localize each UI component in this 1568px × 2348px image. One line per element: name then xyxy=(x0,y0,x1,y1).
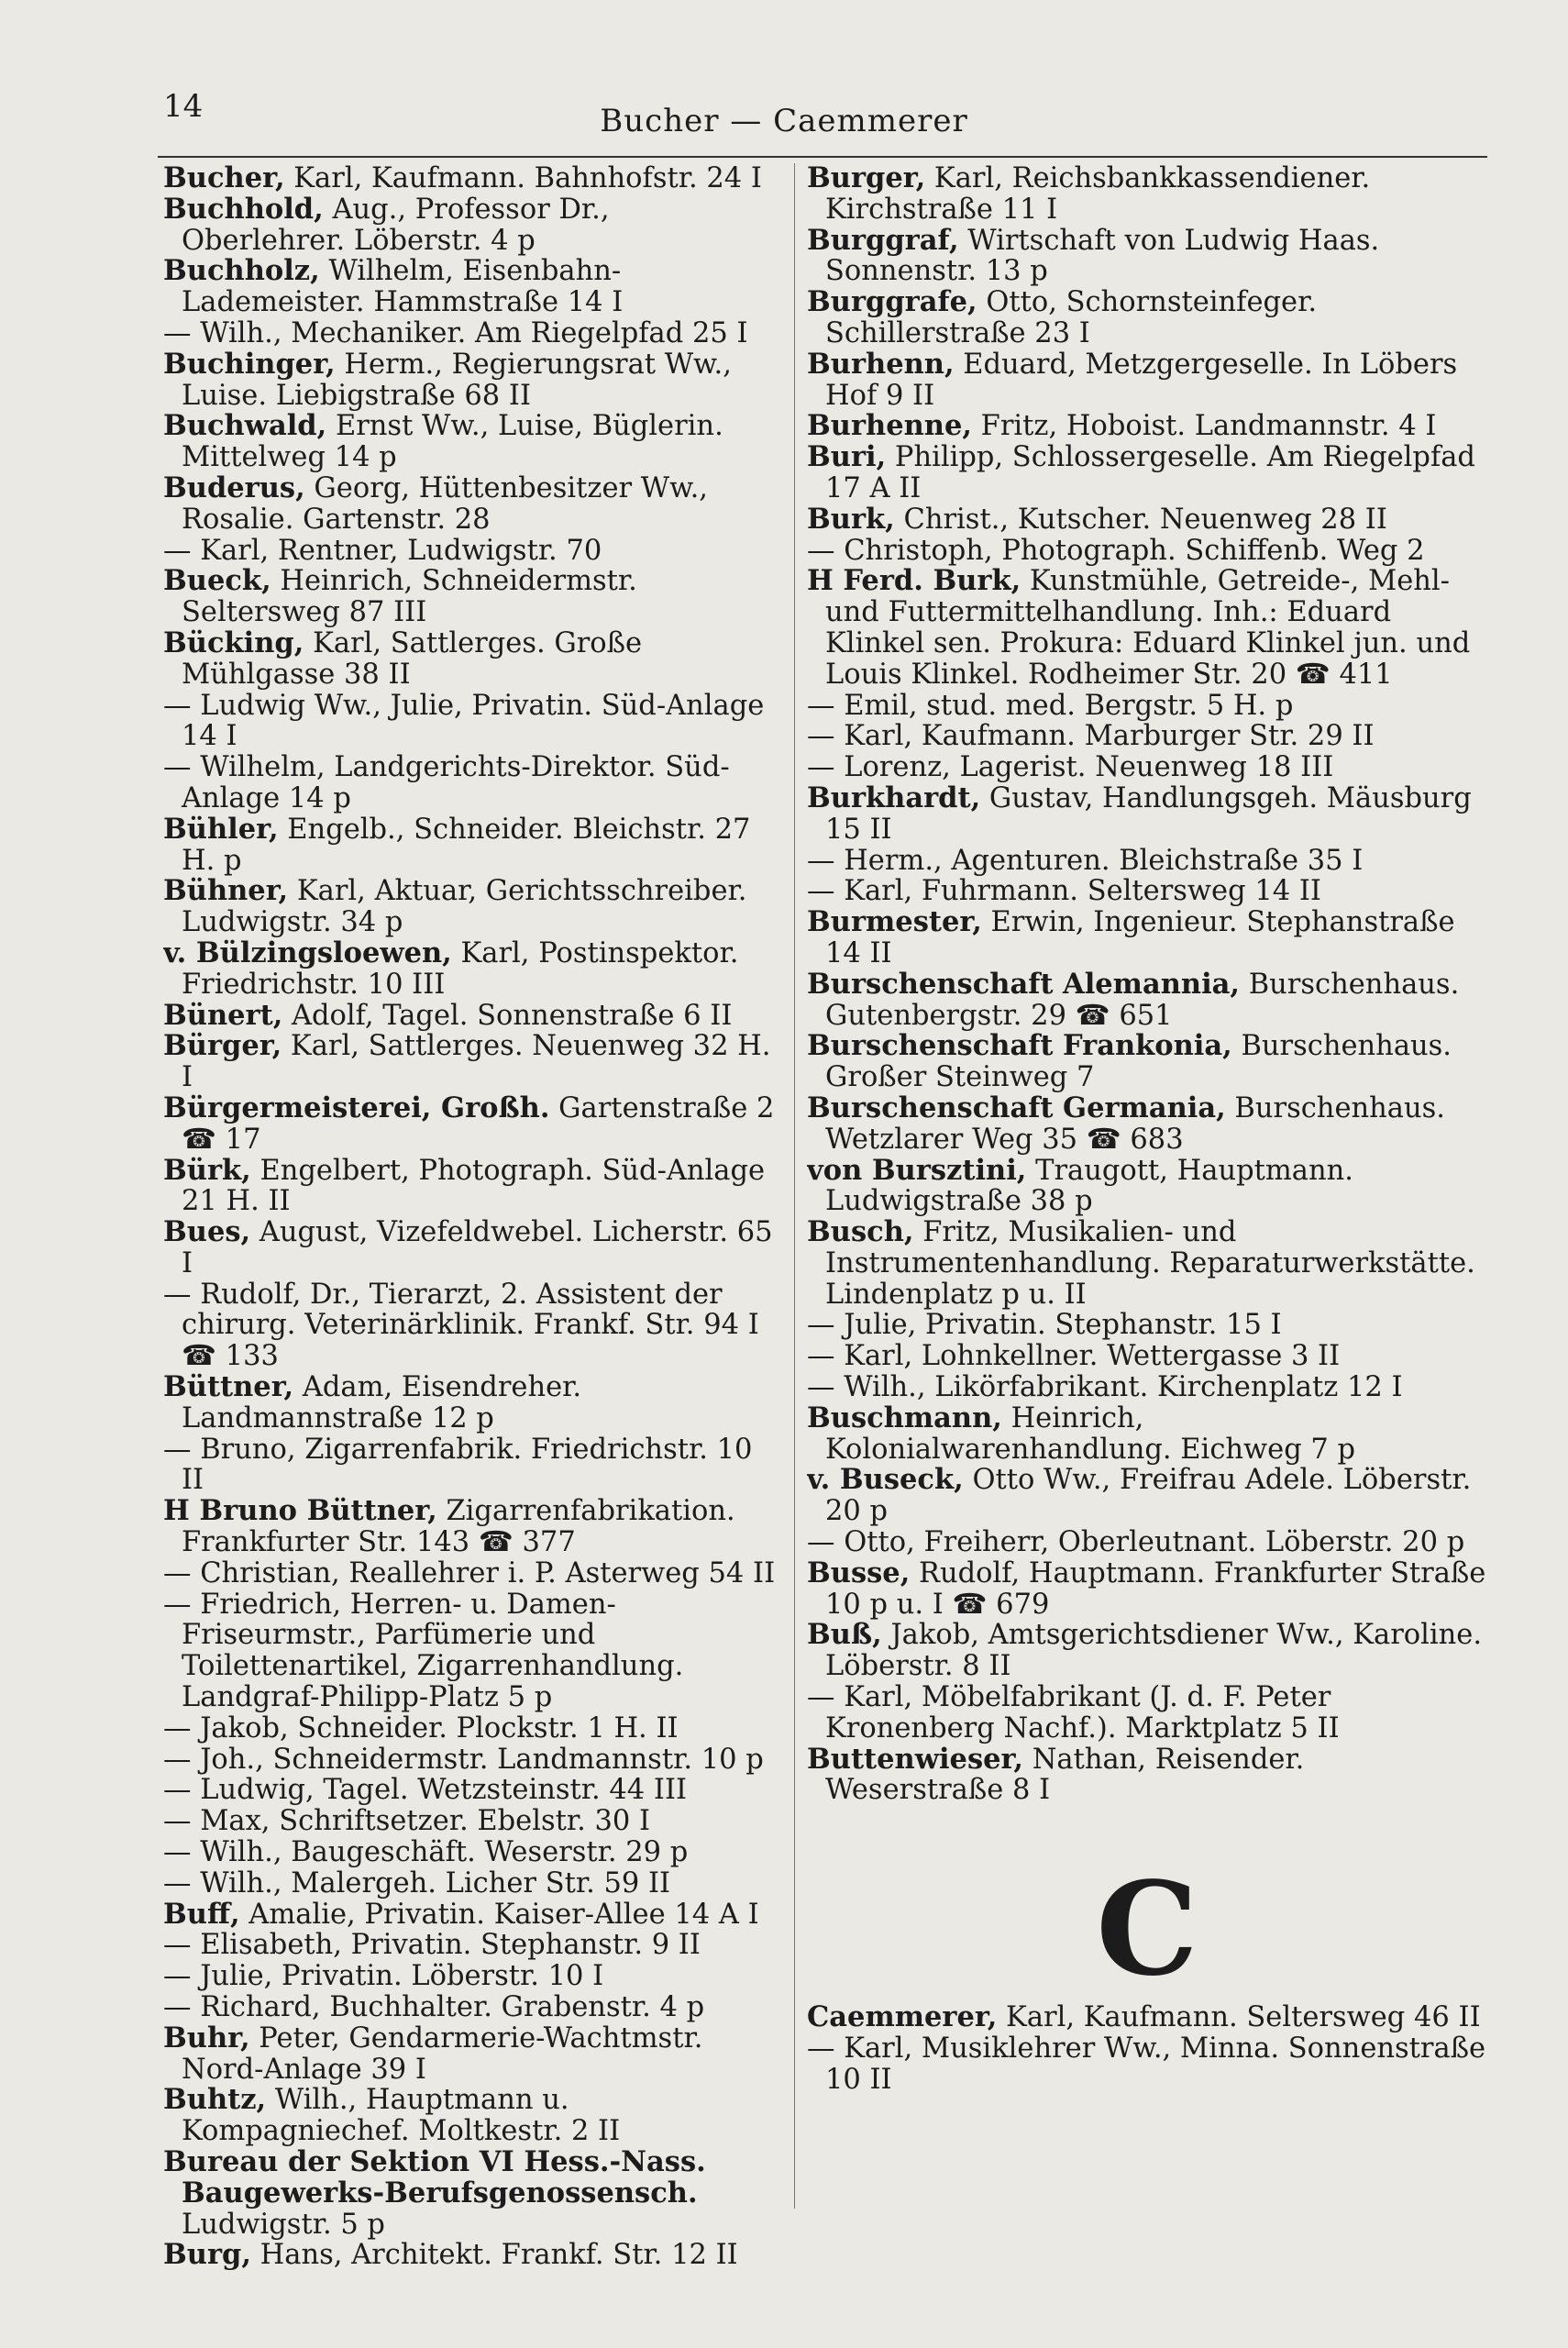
directory-entry xyxy=(163,1031,778,1093)
entry-surname: Bürk, xyxy=(163,1155,251,1187)
entry-details: — Wilh., Likörfabrikant. Kirchenplatz 12 I xyxy=(807,1372,1403,1403)
entry-surname: Busch, xyxy=(807,1217,914,1249)
directory-entry xyxy=(163,1775,778,1806)
entry-details: Herm., Regierungsrat Ww., Luise. Liebigstraße 68 II xyxy=(182,349,732,412)
entry-details: Heinrich, Schneidermstr. Seltersweg 87 III xyxy=(182,566,637,628)
directory-entry xyxy=(163,938,778,1001)
directory-entry xyxy=(163,473,778,536)
entry-details: — Richard, Buchhalter. Grabenstr. 4 p xyxy=(163,1992,705,2023)
directory-entry xyxy=(163,1837,778,1868)
directory-entry xyxy=(163,1496,778,1558)
entry-surname: H Bruno Büttner, xyxy=(163,1496,437,1528)
entry-details: — Friedrich, Herren- u. Damen-Friseurmstr., Parfümerie und Toilettenartikel, Zigarrenhandlung. Landgraf-Philipp-Platz 5 p xyxy=(163,1589,684,1713)
directory-entry xyxy=(807,1682,1487,1744)
directory-entry xyxy=(163,1868,778,1899)
entry-details: Karl, Reichsbankkassendiener. Kirchstraße 11 I xyxy=(825,163,1371,226)
directory-entry xyxy=(163,752,778,814)
entry-details: August, Vizefeldwebel. Licherstr. 65 I xyxy=(182,1217,773,1279)
directory-entry xyxy=(163,1992,778,2023)
directory-entry xyxy=(807,163,1487,226)
entry-surname: Buschmann, xyxy=(807,1402,1002,1434)
entry-surname: Bürger, xyxy=(163,1031,282,1063)
entry-details: Karl, Kaufmann. Seltersweg 46 II xyxy=(997,2002,1481,2034)
directory-entry xyxy=(163,163,778,194)
entry-surname: Burschenschaft Frankonia, xyxy=(807,1031,1232,1063)
entry-surname: Bürgermeisterei, Großh. xyxy=(163,1092,550,1124)
entry-surname: Büttner, xyxy=(163,1372,294,1404)
entry-details: Georg, Hüttenbesitzer Ww., Rosalie. Gartenstr. 28 xyxy=(182,472,709,536)
directory-entry xyxy=(163,876,778,938)
entry-surname: Burhenn, xyxy=(807,349,955,381)
directory-entry xyxy=(807,504,1487,536)
directory-entry xyxy=(807,876,1487,907)
entry-details: Zigarrenfabrikation. Frankfurter Str. 143 ☎ 377 xyxy=(182,1496,735,1558)
directory-entry xyxy=(163,1930,778,1961)
entry-details: Wilh., Hauptmann u. Kompagniechef. Moltkestr. 2 II xyxy=(182,2085,621,2147)
entry-details: Gartenstraße 2 ☎ 17 xyxy=(182,1092,775,1156)
entry-details: — Christian, Reallehrer i. P. Asterweg 54 II xyxy=(163,1557,776,1589)
directory-entry xyxy=(163,1744,778,1776)
directory-entry xyxy=(807,1744,1487,1807)
entry-details: Fritz, Hoboist. Landmannstr. 4 I xyxy=(971,411,1437,443)
entry-details: — Emil, stud. med. Bergstr. 5 H. p xyxy=(807,690,1294,722)
entry-surname: Bueck, xyxy=(163,566,271,598)
directory-entry xyxy=(163,1156,778,1218)
directory-entry xyxy=(807,1465,1487,1527)
directory-entry xyxy=(807,411,1487,442)
entry-details: Aug., Professor Dr., Oberlehrer. Löberstr. 4 p xyxy=(182,194,610,257)
entry-details: Adam, Eisendreher. Landmannstraße 12 p xyxy=(182,1372,582,1434)
entry-surname: Burhenne, xyxy=(807,411,972,443)
entry-surname: Burmester, xyxy=(807,907,982,939)
left-column xyxy=(163,163,778,2271)
entry-surname: Busse, xyxy=(807,1557,911,1589)
section-letter: C xyxy=(1096,1855,1198,2006)
directory-entry xyxy=(163,318,778,349)
entry-details: Burschenhaus. Wetzlarer Weg 35 ☎ 683 xyxy=(825,1092,1445,1156)
directory-entry xyxy=(807,1217,1487,1310)
entry-surname: Burggraf, xyxy=(807,225,959,257)
entry-surname: v. Bülzingsloewen, xyxy=(163,937,452,969)
directory-entry xyxy=(807,969,1487,1032)
entry-surname: Burschenschaft Alemannia, xyxy=(807,969,1241,1001)
entry-details: Wirtschaft von Ludwig Haas. Sonnenstr. 13 p xyxy=(825,225,1380,288)
entry-details: — Otto, Freiherr, Oberleutnant. Löberstr. 20 p xyxy=(807,1527,1465,1558)
entry-details: Traugott, Hauptmann. Ludwigstraße 38 p xyxy=(825,1155,1353,1218)
directory-entry xyxy=(807,287,1487,349)
entry-details: Karl, Sattlerges. Große Mühlgasse 38 II xyxy=(182,627,643,691)
directory-entry xyxy=(807,566,1487,690)
directory-entry xyxy=(807,1156,1487,1218)
directory-entry xyxy=(163,1589,778,1713)
entry-surname: Burschenschaft Germania, xyxy=(807,1092,1226,1124)
entry-details: — Herm., Agenturen. Bleichstraße 35 I xyxy=(807,845,1364,877)
entry-details: — Karl, Lohnkellner. Wettergasse 3 II xyxy=(807,1341,1341,1373)
directory-entry xyxy=(163,628,778,691)
directory-entry xyxy=(163,566,778,628)
directory-entry xyxy=(163,1899,778,1931)
entry-surname: Caemmerer, xyxy=(807,2002,998,2034)
directory-entry xyxy=(807,846,1487,877)
directory-entry xyxy=(807,2033,1487,2096)
entry-surname: Buchinger, xyxy=(163,349,336,381)
entry-details: Jakob, Amtsgerichtsdiener Ww., Karoline. Löberstr. 8 II xyxy=(825,1620,1483,1683)
entry-details: Adolf, Tagel. Sonnenstraße 6 II xyxy=(282,1000,733,1032)
directory-entry xyxy=(163,2085,778,2147)
entry-details: — Jakob, Schneider. Plockstr. 1 H. II xyxy=(163,1712,679,1744)
entry-details: Peter, Gendarmerie-Wachtmstr. Nord-Anlage 39 I xyxy=(182,2022,703,2086)
entry-details: — Julie, Privatin. Stephanstr. 15 I xyxy=(807,1310,1282,1342)
directory-entry xyxy=(807,752,1487,783)
entry-details: Nathan, Reisender. Weserstraße 8 I xyxy=(825,1744,1305,1807)
entry-surname: Bucher, xyxy=(163,163,285,194)
directory-entry xyxy=(163,1372,778,1434)
directory-entry xyxy=(807,721,1487,752)
entry-details: — Wilh., Malergeh. Licher Str. 59 II xyxy=(163,1867,671,1899)
entry-details: — Rudolf, Dr., Tierarzt, 2. Assistent der chirurg. Veterinärklinik. Frankf. Str. 94 I ☎ 133 xyxy=(163,1279,759,1373)
directory-entry xyxy=(807,1403,1487,1466)
entry-surname: Bühler, xyxy=(163,814,279,846)
entry-surname: Burger, xyxy=(807,163,926,194)
entry-details: Karl, Sattlerges. Neuenweg 32 H. I xyxy=(182,1031,771,1093)
directory-entry xyxy=(807,783,1487,846)
entry-details: Karl, Postinspektor. Friedrichstr. 10 III xyxy=(182,937,739,1001)
entry-details: — Wilh., Mechaniker. Am Riegelpfad 25 I xyxy=(163,317,748,349)
entry-details: — Bruno, Zigarrenfabrik. Friedrichstr. 10 II xyxy=(163,1434,753,1497)
entry-surname: Buderus, xyxy=(163,472,305,504)
entry-surname: Burkhardt, xyxy=(807,782,981,814)
directory-entry xyxy=(807,1558,1487,1621)
directory-entry xyxy=(163,1093,778,1156)
entry-details: Ludwigstr. 5 p xyxy=(182,2208,385,2241)
entry-surname: Buchhold, xyxy=(163,194,324,226)
entry-surname: Burk, xyxy=(807,504,895,536)
directory-entry xyxy=(163,411,778,473)
entry-details: Philipp, Schlossergeselle. Am Riegelpfad 17 A II xyxy=(825,442,1475,504)
entry-surname: v. Buseck, xyxy=(807,1465,964,1497)
entry-details: Heinrich, Kolonialwarenhandlung. Eichweg 7 p xyxy=(825,1402,1356,1466)
entry-details: Christ., Kutscher. Neuenweg 28 II xyxy=(894,504,1387,536)
entry-surname: Buchholz, xyxy=(163,256,320,288)
entry-surname: Buff, xyxy=(163,1899,240,1931)
directory-entry xyxy=(807,2002,1487,2033)
directory-entry xyxy=(163,1217,778,1279)
directory-entry xyxy=(163,1713,778,1744)
entry-surname: H Ferd. Burk, xyxy=(807,566,1021,598)
entry-details: Eduard, Metzgergeselle. In Löbers Hof 9 II xyxy=(825,349,1458,412)
entry-details: — Ludwig Ww., Julie, Privatin. Süd-Anlage 14 I xyxy=(163,690,765,753)
entry-details: — Julie, Privatin. Löberstr. 10 I xyxy=(163,1961,604,1993)
entry-details: — Karl, Fuhrmann. Seltersweg 14 II xyxy=(807,876,1321,908)
entry-details: — Elisabeth, Privatin. Stephanstr. 9 II xyxy=(163,1930,701,1962)
directory-entry xyxy=(163,194,778,257)
entry-surname: Buhr, xyxy=(163,2022,250,2054)
directory-entry xyxy=(163,2240,778,2271)
entry-details: Rudolf, Hauptmann. Frankfurter Straße 10 p u. I ☎ 679 xyxy=(825,1557,1486,1621)
entry-surname: Buß, xyxy=(807,1620,882,1652)
directory-entry xyxy=(163,2147,778,2240)
entry-details: Karl, Kaufmann. Bahnhofstr. 24 I xyxy=(284,163,762,194)
entry-details: Engelbert, Photograph. Süd-Anlage 21 H. II xyxy=(182,1155,766,1218)
directory-entry xyxy=(807,1341,1487,1372)
entry-surname: Buchwald, xyxy=(163,411,327,443)
page-number: 14 xyxy=(163,88,204,125)
header-rule xyxy=(158,156,1487,158)
entry-surname: Buri, xyxy=(807,442,887,474)
entry-surname: Buttenwieser, xyxy=(807,1744,1024,1776)
entry-details: — Karl, Musiklehrer Ww., Minna. Sonnenstraße 10 II xyxy=(807,2033,1486,2096)
directory-entry xyxy=(163,691,778,753)
entry-details: Karl, Aktuar, Gerichtsschreiber. Ludwigstr. 34 p xyxy=(182,876,747,938)
entry-details: Hans, Architekt. Frankf. Str. 12 II xyxy=(250,2240,738,2272)
directory-entry xyxy=(807,691,1487,722)
entry-details: — Wilh., Baugeschäft. Weserstr. 29 p xyxy=(163,1837,689,1868)
directory-entry xyxy=(163,814,778,877)
entry-details: Burschenhaus. Gutenbergstr. 29 ☎ 651 xyxy=(825,969,1460,1032)
directory-entry xyxy=(163,1961,778,1992)
entry-surname: Burggrafe, xyxy=(807,287,977,319)
entry-surname: Buhtz, xyxy=(163,2085,267,2117)
directory-entry xyxy=(163,1806,778,1837)
entry-surname: Bureau der Sektion VI Hess.-Nass. Baugewerks-Berufsgenossensch. xyxy=(163,2147,706,2210)
entry-details: Kunstmühle, Getreide-, Mehl- und Futtermittelhandlung. Inh.: Eduard Klinkel sen. Prokura: Eduard Klinkel jun. und Louis Klinkel. Rodheimer Str. 20 ☎ 411 xyxy=(825,566,1471,691)
right-column xyxy=(807,163,1487,2096)
directory-entry xyxy=(807,1031,1487,1093)
entry-details: Erwin, Ingenieur. Stephanstraße 14 II xyxy=(825,907,1455,969)
entry-surname: Bühner, xyxy=(163,876,289,908)
entry-details: — Wilhelm, Landgerichts-Direktor. Süd-Anlage 14 p xyxy=(163,752,730,814)
directory-entry xyxy=(163,1001,778,1032)
directory-entry xyxy=(807,1093,1487,1156)
directory-entry xyxy=(807,1527,1487,1558)
directory-entry xyxy=(163,2023,778,2086)
directory-entry xyxy=(163,349,778,412)
entry-details: — Ludwig, Tagel. Wetzsteinstr. 44 III xyxy=(163,1775,688,1807)
directory-entry xyxy=(163,1434,778,1497)
entry-details: Otto Ww., Freifrau Adele. Löberstr. 20 p xyxy=(825,1465,1472,1528)
entry-surname: Bues, xyxy=(163,1217,251,1249)
entry-details: — Karl, Rentner, Ludwigstr. 70 xyxy=(163,535,602,567)
directory-entry xyxy=(807,1372,1487,1403)
entry-details: Otto, Schornsteinfeger. Schillerstraße 23 I xyxy=(825,287,1318,349)
entry-details: Engelb., Schneider. Bleichstr. 27 H. p xyxy=(182,814,751,877)
entry-details: Wilhelm, Eisenbahn-Lademeister. Hammstraße 14 I xyxy=(182,256,624,318)
entry-details: — Christoph, Photograph. Schiffenb. Weg 2 xyxy=(807,535,1425,567)
entry-details: — Joh., Schneidermstr. Landmannstr. 10 p xyxy=(163,1744,764,1776)
directory-entry xyxy=(163,256,778,318)
entry-surname: Burg, xyxy=(163,2240,251,2272)
directory-entry xyxy=(807,442,1487,504)
entry-details: Burschenhaus. Großer Steinweg 7 xyxy=(825,1031,1452,1093)
entry-details: Fritz, Musikalien- und Instrumentenhandlung. Reparaturwerkstätte. Lindenplatz p u. II xyxy=(825,1217,1475,1311)
entry-details: — Karl, Möbelfabrikant (J. d. F. Peter Kronenberg Nachf.). Marktplatz 5 II xyxy=(807,1682,1340,1744)
entry-surname: von Bursztini, xyxy=(807,1155,1027,1187)
entry-details: Ernst Ww., Luise, Büglerin. Mittelweg 14 p xyxy=(182,411,723,473)
directory-entry xyxy=(807,349,1487,412)
column-divider xyxy=(794,163,795,2209)
directory-entry xyxy=(807,1620,1487,1682)
directory-entry xyxy=(807,536,1487,567)
entry-surname: Bücking, xyxy=(163,627,304,659)
running-head: Bucher — Caemmerer xyxy=(600,103,968,139)
directory-entry xyxy=(807,1310,1487,1341)
directory-entry xyxy=(163,536,778,567)
entry-details: — Karl, Kaufmann. Marburger Str. 29 II xyxy=(807,721,1375,753)
directory-entry xyxy=(163,1279,778,1372)
directory-entry xyxy=(163,1558,778,1589)
entry-surname: Bünert, xyxy=(163,1000,283,1032)
directory-entry xyxy=(807,226,1487,288)
entry-details: Gustav, Handlungsgeh. Mäusburg 15 II xyxy=(825,782,1472,846)
entry-details: Amalie, Privatin. Kaiser-Allee 14 A I xyxy=(239,1899,759,1931)
entry-details: — Lorenz, Lagerist. Neuenweg 18 III xyxy=(807,752,1334,783)
entry-details: — Max, Schriftsetzer. Ebelstr. 30 I xyxy=(163,1806,651,1838)
directory-entry xyxy=(807,907,1487,969)
